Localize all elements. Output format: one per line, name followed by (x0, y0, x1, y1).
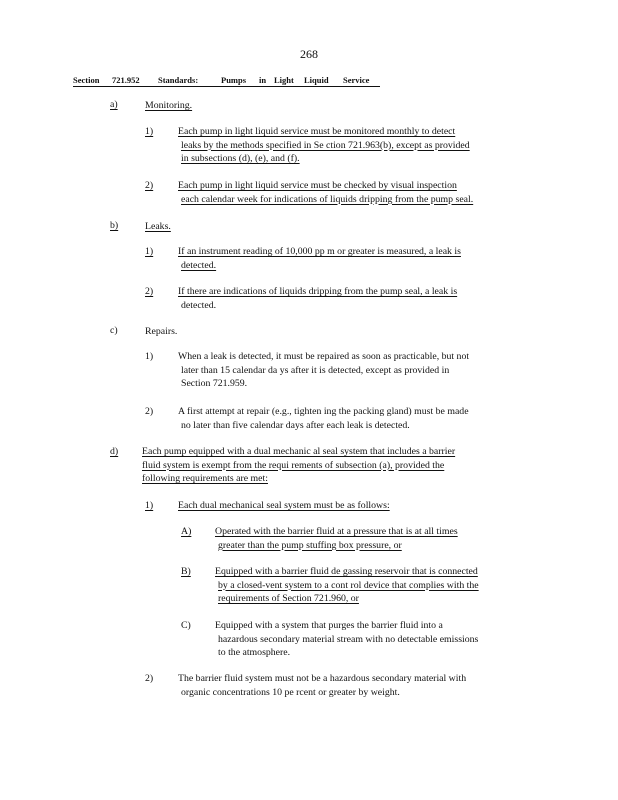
text-line: in subsections (d), (e), and (f). (181, 153, 300, 164)
section-d-text (142, 445, 455, 486)
list-item (178, 125, 470, 166)
sub-list-item (215, 565, 479, 606)
text-line: by a closed-vent system to a cont rol device that complies with the (218, 579, 479, 591)
section-c-title: Repairs. (145, 326, 178, 337)
list-item (178, 179, 473, 206)
item-label: 2) (145, 673, 154, 684)
section-number: 721.952 (112, 75, 140, 85)
section-a-label: a) (110, 99, 118, 110)
item-label: 1) (145, 500, 154, 511)
subitem-label: B) (181, 566, 191, 577)
text-line: greater than the pump stuffing box pressure, or (218, 539, 402, 551)
list-item (178, 285, 457, 312)
text-line: Each pump equipped with a dual mechanic al seal system that includes a barrier (142, 446, 456, 457)
section-c-label: c) (110, 325, 118, 336)
header-word: Liquid (304, 75, 329, 85)
item-label: 2) (145, 286, 154, 297)
text-line: Equipped with a system that purges the barrier fluid into a (215, 620, 443, 631)
text-line: requirements of Section 721.960, or (218, 593, 359, 604)
text-line: organic concentrations 10 pe rcent or greater by weight. (181, 686, 400, 698)
text-line: Each pump in light liquid service must be monitored monthly to detect (178, 126, 456, 137)
section-b-title: Leaks. (145, 221, 171, 232)
item-label: 2) (145, 180, 154, 191)
subitem-label: A) (181, 526, 192, 537)
text-line: to the atmosphere. (218, 647, 291, 658)
item-label: 1) (145, 126, 154, 137)
text-line: Each pump in light liquid service must be checked by visual inspection (178, 180, 457, 191)
sub-list-item (215, 619, 478, 660)
section-b-label: b) (110, 220, 119, 231)
list-item (178, 405, 469, 432)
text-line: leaks by the methods specified in Se ction 721.963(b), except as provided (181, 139, 470, 151)
text-line: Section 721.959. (181, 378, 248, 389)
text-line: fluid system is exempt from the requi rements of subsection (a), provided the (142, 459, 445, 471)
item-label: 1) (145, 246, 154, 257)
page-number: 268 (300, 47, 318, 61)
header-word: Service (343, 75, 370, 85)
text-line: If there are indications of liquids dripping from the pump seal, a leak is (178, 286, 458, 297)
standards-label: Standards: (158, 75, 199, 85)
text-line: detected. (181, 299, 217, 311)
text-line: later than 15 calendar da ys after it is detected, except as provided in (181, 364, 450, 376)
section-d-label: d) (110, 446, 119, 457)
item-label: 2) (145, 406, 154, 417)
header-word: Light (274, 75, 294, 85)
section-a-title: Monitoring. (145, 100, 193, 111)
item-label: 1) (145, 351, 154, 362)
text-line: detected. (181, 259, 217, 271)
list-item (178, 499, 390, 513)
section-label: Section (73, 75, 100, 85)
text-line: each calendar week for indications of liquids dripping from the pump seal. (181, 193, 474, 205)
header-word: Pumps (221, 75, 247, 85)
text-line: The barrier fluid system must not be a hazardous secondary material with (178, 673, 467, 684)
list-item (178, 350, 469, 391)
header-word: in (259, 75, 267, 85)
text-line: Each dual mechanical seal system must be as follows: (178, 500, 390, 511)
text-line: hazardous secondary material stream with no detectable emissions (218, 633, 479, 645)
text-line: Equipped with a barrier fluid de gassing reservoir that is connected (215, 566, 478, 577)
subitem-label: C) (181, 620, 191, 631)
text-line: When a leak is detected, it must be repaired as soon as practicable, but not (178, 351, 470, 362)
header-divider (73, 86, 380, 87)
text-line: Operated with the barrier fluid at a pressure that is at all times (215, 526, 458, 537)
text-line: no later than five calendar days after each leak is detected. (181, 419, 410, 431)
sub-list-item (215, 525, 458, 552)
list-item (178, 245, 461, 272)
list-item (178, 672, 466, 699)
text-line: If an instrument reading of 10,000 pp m or greater is measured, a leak is (178, 246, 461, 257)
text-line: A first attempt at repair (e.g., tighten ing the packing gland) must be made (178, 406, 469, 417)
text-line: following requirements are met: (142, 473, 268, 484)
